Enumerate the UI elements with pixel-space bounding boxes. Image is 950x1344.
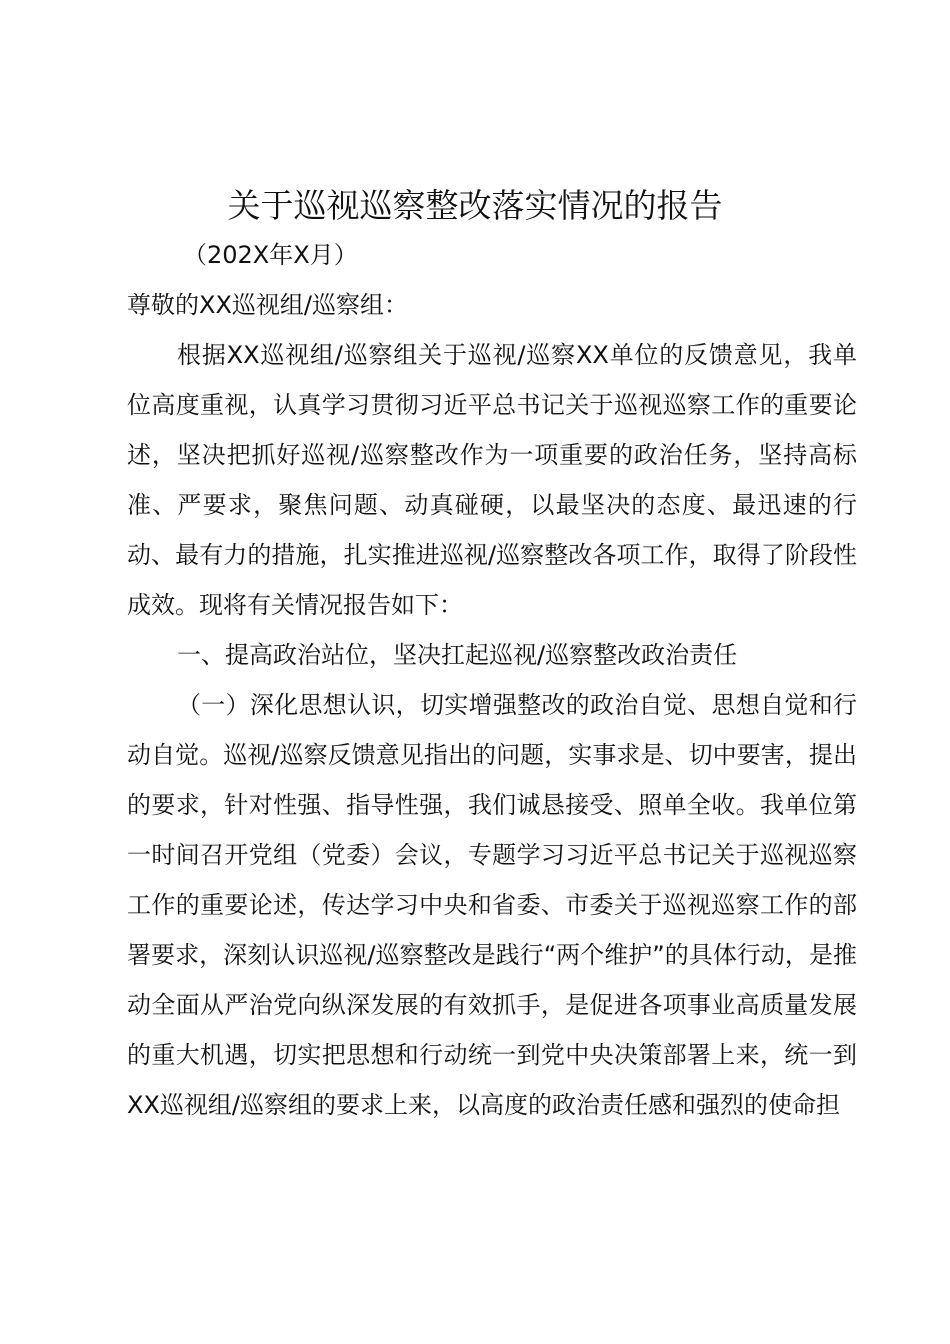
salutation: 尊敬的XX巡视组/巡察组： — [127, 291, 408, 319]
paragraph-intro: 根据XX巡视组/巡察组关于巡视/巡察XX单位的反馈意见，我单位高度重视，认真学习贯彻习近平总书记关于巡视巡察工作的重要论述，坚决把抓好巡视/巡察整改作为一项重要的政治任务，坚持高标准、严要求，聚焦问题、动真碰硬，以最坚决的态度、最迅速的行动、最有力的措施，扎实推进巡视/巡察整改各项工作，取得了阶段性成效。现将有关情况报告如下： — [127, 341, 857, 619]
document-title: 关于巡视巡察整改落实情况的报告 — [227, 186, 723, 225]
paragraph-section-1-1: （一）深化思想认识，切实增强整改的政治自觉、思想自觉和行动自觉。巡视/巡察反馈意见指出的问题，实事求是、切中要害，提出的要求，针对性强、指导性强，我们诚恳接受、照单全收。我单位第一时间召开党组（党委）会议，专题学习习近平总书记关于巡视巡察工作的重要论述，传达学习中央和省委、市委关于巡视巡察工作的部署要求，深刻认识巡视/巡察整改是践行“两个维护”的具体行动，是推动全面从严治党向纵深发展的有效抓手，是促进各项事业高质量发展的重大机遇，切实把思想和行动统一到党中央决策部署上来，统一到XX巡视组/巡察组的要求上来，以高度的政治责任感和强烈的使命担 — [127, 691, 857, 1119]
document-body — [127, 280, 857, 1130]
section-heading-1: 一、提高政治站位，坚决扛起巡视/巡察整改政治责任 — [177, 641, 738, 669]
document-date: （202X年X月） — [183, 241, 358, 269]
